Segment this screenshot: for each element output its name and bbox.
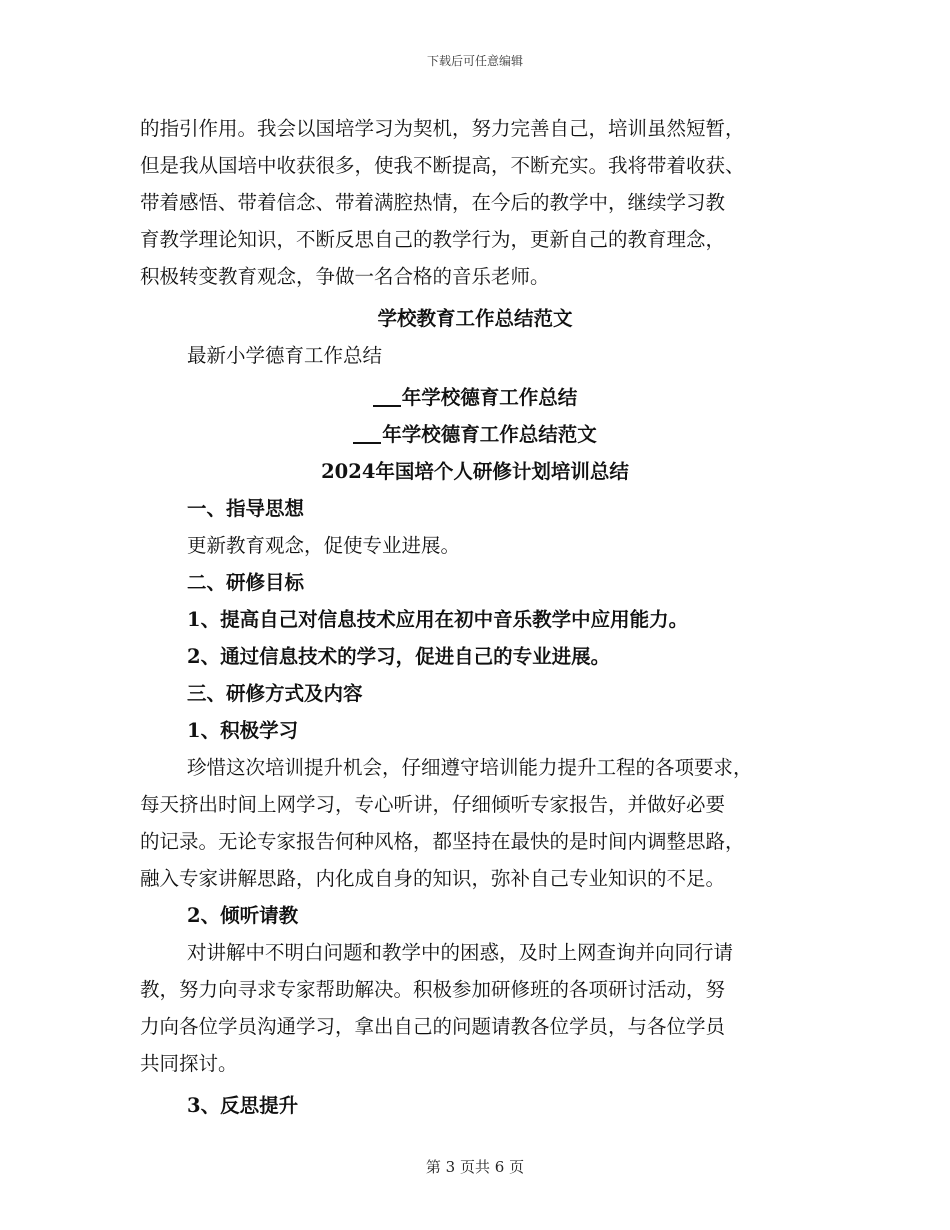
toc-item: 最新小学德育工作总结 xyxy=(187,344,383,367)
blank-underline xyxy=(373,387,401,407)
goal-item: 1、提高自己对信息技术应用在初中音乐教学中应用能力。 xyxy=(187,608,689,631)
paragraph-line: 对讲解中不明白问题和教学中的困惑，及时上网查询并向同行请 xyxy=(187,941,734,964)
paragraph-line: 但是我从国培中收获很多，使我不断提高，不断充实。我将带着收获、 xyxy=(140,154,745,177)
toc-title: 年学校德育工作总结 xyxy=(140,379,810,416)
paragraph-line: 的记录。无论专家报告何种风格，都坚持在最快的是时间内调整思路， xyxy=(140,830,745,853)
paragraph-line: 融入专家讲解思路，内化成自身的知识，弥补自己专业知识的不足。 xyxy=(140,867,726,890)
paragraph-line: 力向各位学员沟通学习，拿出自己的问题请教各位学员，与各位学员 xyxy=(140,1015,726,1038)
subsection-heading: 2、倾听请教 xyxy=(187,904,299,927)
section-text: 更新教育观念，促使专业进展。 xyxy=(187,534,461,557)
paragraph-line: 珍惜这次培训提升机会，仔细遵守培训能力提升工程的各项要求， xyxy=(187,756,753,779)
paragraph-line: 带着感悟、带着信念、带着满腔热情，在今后的教学中，继续学习教 xyxy=(140,191,726,214)
blank-underline xyxy=(353,424,381,444)
section-heading: 二、研修目标 xyxy=(187,571,305,594)
page-footer: 第 3 页共 6 页 xyxy=(425,1158,525,1176)
section-heading: 三、研修方式及内容 xyxy=(187,682,363,705)
document-body xyxy=(140,110,810,1124)
paragraph-line: 每天挤出时间上网学习，专心听讲，仔细倾听专家报告，并做好必要 xyxy=(140,793,726,816)
paragraph-line: 教，努力向寻求专家帮助解决。积极参加研修班的各项研讨活动，努 xyxy=(140,978,726,1001)
toc-title: 学校教育工作总结范文 xyxy=(377,307,573,330)
paragraph-line: 的指引作用。我会以国培学习为契机，努力完善自己，培训虽然短暂， xyxy=(140,117,745,140)
paragraph-line: 积极转变教育观念，争做一名合格的音乐老师。 xyxy=(140,265,550,288)
paragraph-line: 育教学理论知识，不断反思自己的教学行为，更新自己的教育理念， xyxy=(140,228,726,251)
document-title: 2024年国培个人研修计划培训总结 xyxy=(321,460,629,483)
paragraph-line: 共同探讨。 xyxy=(140,1052,238,1075)
goal-item: 2、通过信息技术的学习，促进自己的专业进展。 xyxy=(187,645,611,668)
page-header: 下载后可任意编辑 xyxy=(426,54,523,68)
subsection-heading: 3、反思提升 xyxy=(187,1094,299,1117)
section-heading: 一、指导思想 xyxy=(187,497,305,520)
subsection-heading: 1、积极学习 xyxy=(187,719,299,742)
toc-title: 年学校德育工作总结范文 xyxy=(140,416,810,453)
